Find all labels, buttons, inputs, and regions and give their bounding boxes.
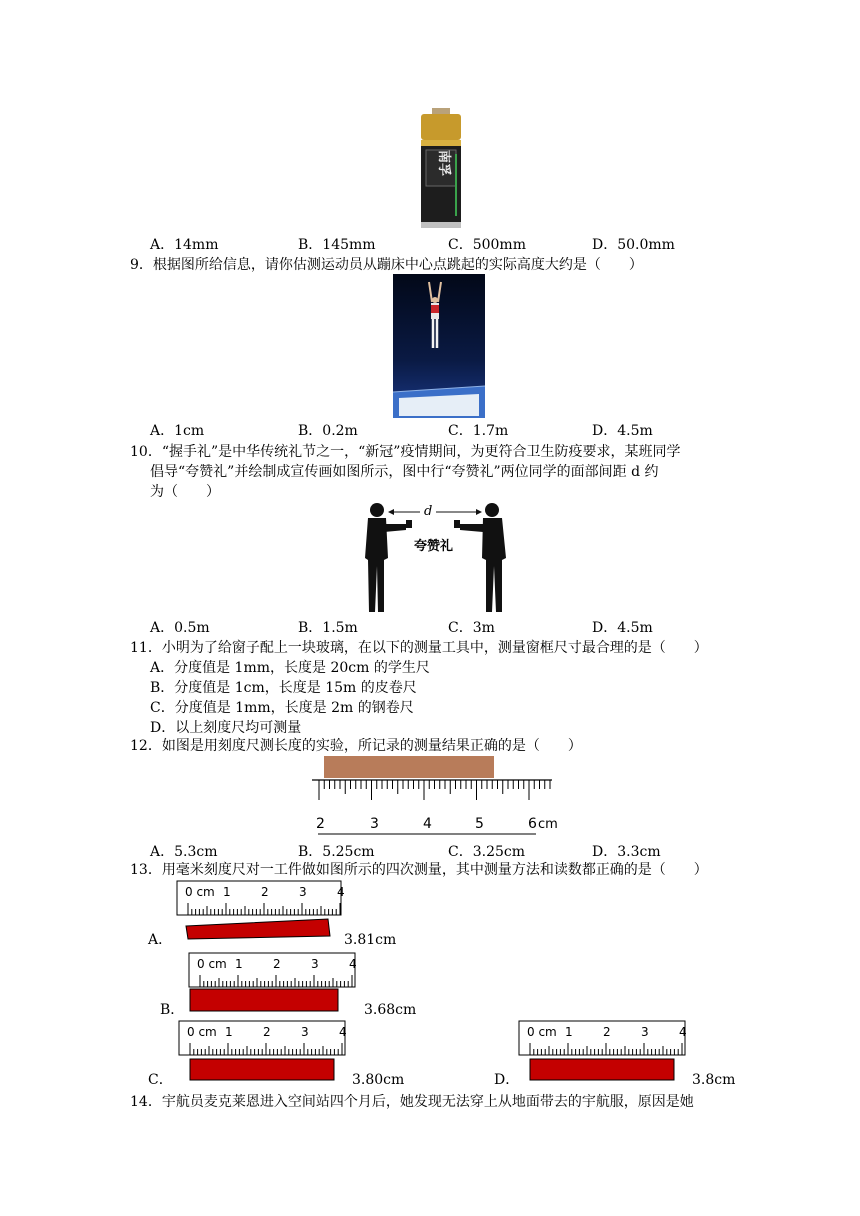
q13-choice-d-reading: 3.8cm bbox=[692, 1072, 736, 1088]
q13-ruler-label: 3 bbox=[301, 1025, 309, 1039]
q13-ruler-label: 0 cm bbox=[185, 885, 215, 899]
q13-ruler-c bbox=[178, 1020, 350, 1082]
q13-ruler-label: 0 cm bbox=[527, 1025, 557, 1039]
q13-ruler-label: 2 bbox=[273, 957, 281, 971]
battery-brand-text: 南孚 bbox=[436, 150, 451, 177]
q13-ruler-d bbox=[518, 1020, 690, 1082]
q13-ruler-a bbox=[176, 880, 346, 942]
q13-ruler-label: 1 bbox=[225, 1025, 233, 1039]
q13-ruler-label: 1 bbox=[223, 885, 231, 899]
q13-choice-a-reading: 3.81cm bbox=[344, 932, 397, 948]
q9-option-a[interactable]: A．1cm bbox=[150, 423, 205, 439]
q12-option-b[interactable]: B．5.25cm bbox=[298, 844, 375, 860]
q10-figure-d-label: d bbox=[424, 504, 433, 519]
q10-figure-caption: 夸赞礼 bbox=[414, 539, 454, 554]
q10-option-a[interactable]: A．0.5m bbox=[150, 620, 210, 636]
q13-ruler-label: 3 bbox=[641, 1025, 649, 1039]
q12-option-c[interactable]: C．3.25cm bbox=[448, 844, 525, 860]
q10-question-line3: 为（ ） bbox=[150, 484, 220, 500]
q13-workpiece bbox=[190, 1059, 334, 1080]
q11-option-b[interactable]: B．分度值是 1cm，长度是 15m 的皮卷尺 bbox=[150, 680, 417, 696]
q13-ruler-label: 4 bbox=[337, 885, 345, 899]
q9-option-b[interactable]: B．0.2m bbox=[298, 423, 358, 439]
q13-ruler-label: 2 bbox=[261, 885, 269, 899]
q13-choice-a-letter[interactable]: A． bbox=[148, 932, 173, 948]
q13-ruler-label: 0 cm bbox=[187, 1025, 217, 1039]
q14-question: 14．宇航员麦克莱恩进入空间站四个月后，她发现无法穿上从地面带去的宇航服，原因是她 bbox=[130, 1094, 694, 1110]
q13-ruler-label: 4 bbox=[349, 957, 357, 971]
q11-option-a[interactable]: A．分度值是 1mm，长度是 20cm 的学生尺 bbox=[150, 660, 430, 676]
q11-option-c[interactable]: C．分度值是 1mm，长度是 2m 的钢卷尺 bbox=[150, 700, 414, 716]
q12-option-d[interactable]: D．3.3cm bbox=[592, 844, 661, 860]
q9-option-c[interactable]: C．1.7m bbox=[448, 423, 509, 439]
q12-question: 12．如图是用刻度尺测长度的实验，所记录的测量结果正确的是（ ） bbox=[130, 738, 582, 754]
q9-option-d[interactable]: D．4.5m bbox=[592, 423, 653, 439]
q13-choice-b-letter[interactable]: B． bbox=[160, 1002, 185, 1018]
q10-question-line2: 倡导“夸赞礼”并绘制成宣传画如图所示，图中行“夸赞礼”两位同学的面部间距 d 约 bbox=[150, 464, 659, 480]
q13-choice-b-reading: 3.68cm bbox=[364, 1002, 417, 1018]
q12-ruler-label-2: 2 bbox=[316, 816, 325, 832]
q8-option-a[interactable]: A．14mm bbox=[150, 237, 219, 253]
q12-ruler-label-5: 5 bbox=[475, 816, 484, 832]
q13-choice-d-letter[interactable]: D． bbox=[494, 1072, 520, 1088]
q12-ruler-ticks bbox=[319, 780, 550, 800]
q12-ruler-unit: cm bbox=[538, 817, 558, 832]
q9-question: 9．根据图所给信息，请你估测运动员从蹦床中心点跳起的实际高度大约是（ ） bbox=[130, 257, 643, 273]
q13-workpiece bbox=[186, 919, 330, 939]
q13-question: 13．用毫米刻度尺对一工件做如图所示的四次测量，其中测量方法和读数都正确的是（ ） bbox=[130, 862, 708, 878]
q10-question-line1: 10．“握手礼”是中华传统礼节之一，“新冠”疫情期间，为更符合卫生防疫要求，某班同学 bbox=[130, 444, 681, 460]
q13-ruler-label: 1 bbox=[565, 1025, 573, 1039]
q12-ruler-label-4: 4 bbox=[423, 816, 432, 832]
q10-option-c[interactable]: C．3m bbox=[448, 620, 495, 636]
q13-ruler-label: 1 bbox=[235, 957, 243, 971]
praise-greeting-image bbox=[362, 500, 514, 616]
q12-ruler-label-3: 3 bbox=[370, 816, 379, 832]
q13-ruler-label: 3 bbox=[311, 957, 319, 971]
q13-ruler-b bbox=[188, 952, 360, 1014]
q13-ruler-label: 2 bbox=[263, 1025, 271, 1039]
q8-option-b[interactable]: B．145mm bbox=[298, 237, 376, 253]
q13-ruler-label: 4 bbox=[679, 1025, 687, 1039]
q8-option-c[interactable]: C．500mm bbox=[448, 237, 526, 253]
q13-ruler-label: 4 bbox=[339, 1025, 347, 1039]
q10-option-b[interactable]: B．1.5m bbox=[298, 620, 358, 636]
q13-ruler-label: 2 bbox=[603, 1025, 611, 1039]
q13-ruler-label: 0 cm bbox=[197, 957, 227, 971]
q12-ruler-figure bbox=[312, 754, 564, 838]
q13-choice-c-reading: 3.80cm bbox=[352, 1072, 405, 1088]
q12-ruler-label-6: 6 bbox=[528, 816, 537, 832]
q13-choice-c-letter[interactable]: C． bbox=[148, 1072, 173, 1088]
q13-ruler-label: 3 bbox=[299, 885, 307, 899]
q8-option-d[interactable]: D．50.0mm bbox=[592, 237, 675, 253]
q12-option-a[interactable]: A．5.3cm bbox=[150, 844, 218, 860]
q10-option-d[interactable]: D．4.5m bbox=[592, 620, 653, 636]
q11-option-d[interactable]: D．以上刻度尺均可测量 bbox=[150, 720, 302, 736]
q13-workpiece bbox=[190, 989, 338, 1011]
trampoline-image bbox=[393, 274, 485, 418]
q13-workpiece bbox=[530, 1059, 674, 1080]
q11-question: 11．小明为了给窗子配上一块玻璃，在以下的测量工具中，测量窗框尺寸最合理的是（ ） bbox=[130, 640, 708, 656]
